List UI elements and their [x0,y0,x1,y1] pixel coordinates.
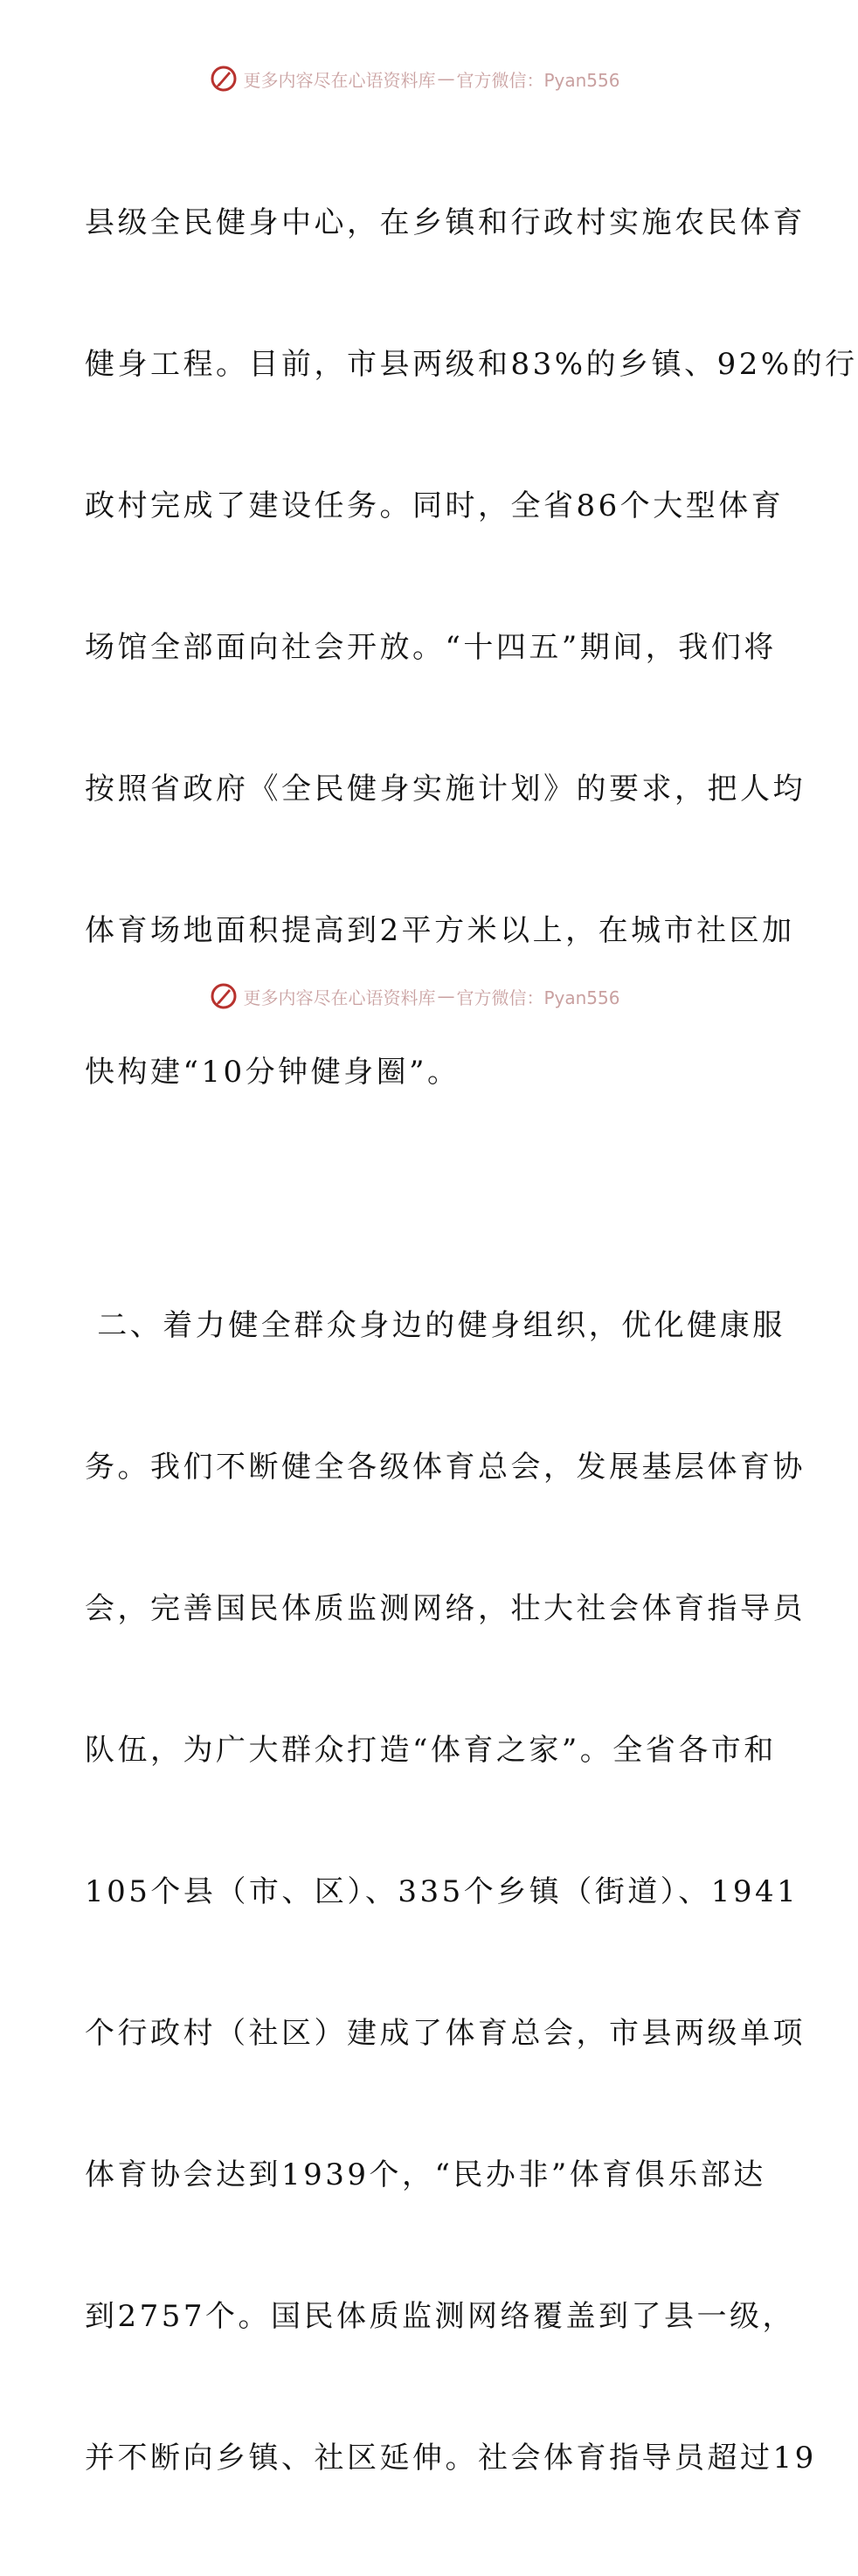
banner-contact: 官方微信：Pyan556 [456,69,620,91]
text-line: 务。我们不断健全各级体育总会，发展基层体育协 [85,1450,806,1485]
quill-pen-logo-icon [210,65,238,93]
text-line: 体育场地面积提高到2平方米以上，在城市社区加 [85,913,795,948]
text-line: 105个县（市、区）、335个乡镇（街道）、1941 [85,1874,799,1909]
banner-dash: — [437,986,455,1007]
text-line: 按照省政府《全民健身实施计划》的要求，把人均 [85,772,806,807]
text-line: 政村完成了建设任务。同时，全省86个大型体育 [85,488,785,523]
header-banner [0,61,830,96]
text-line: 到2757个。国民体质监测网络覆盖到了县一级， [85,2299,796,2334]
text-line: 县级全民健身中心，在乡镇和行政村实施农民体育 [85,205,806,240]
text-line: 个行政村（社区）建成了体育总会，市县两级单项 [85,2016,806,2051]
text-line: 体育协会达到1939个，“民办非”体育俱乐部达 [85,2157,766,2192]
text-line: 会，完善国民体质监测网络，壮大社会体育指导员 [85,1591,806,1626]
text-line: 快构建“10分钟健身圈”。 [85,1055,460,1090]
document-body [85,105,858,2576]
banner-text: 更多内容尽在心语资料库 [243,69,436,91]
footer-banner [0,979,830,1014]
text-line: 健身工程。目前，市县两级和83%的乡镇、92%的行 [85,347,858,382]
banner-dash: — [437,68,455,89]
text-line: 队伍，为广大群众打造“体育之家”。全省各市和 [85,1733,777,1768]
quill-pen-logo-icon [210,982,238,1010]
banner-contact: 官方微信：Pyan556 [456,987,620,1008]
text-line: 并不断向乡镇、社区延伸。社会体育指导员超过19 [85,2441,817,2476]
banner-text: 更多内容尽在心语资料库 [243,987,436,1008]
text-line: 场馆全部面向社会开放。“十四五”期间，我们将 [85,630,777,665]
paragraph-2 [85,1208,817,2576]
text-line: 二、着力健全群众身边的健身组织，优化健康服 [85,1308,785,1343]
paragraph-1 [85,105,858,1190]
